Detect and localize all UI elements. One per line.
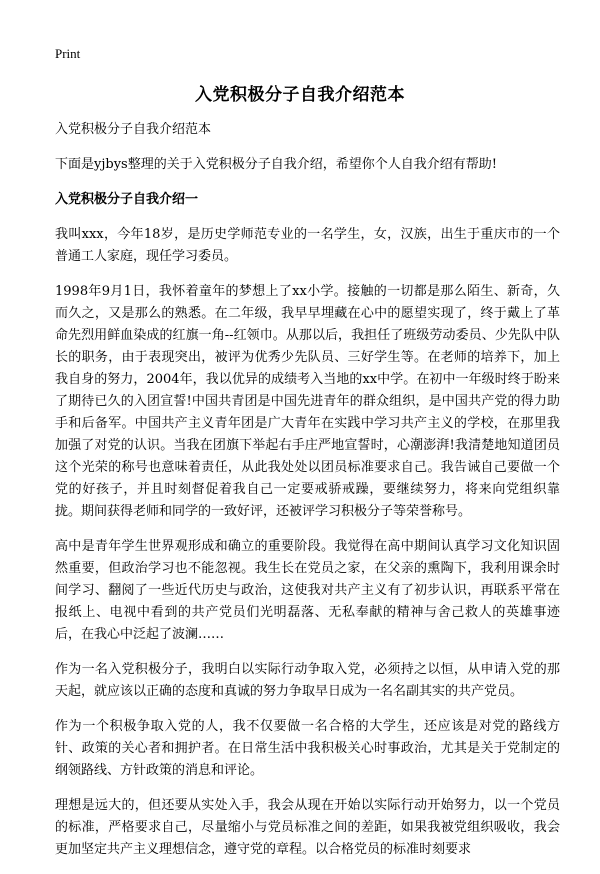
document-body <box>55 119 560 874</box>
body-paragraph: 作为一个积极争取入党的人，我不仅要做一名合格的大学生，还应该是对党的路线方针、政策的关心者和拥护者。在日常生活中我积极关心时事政治，尤其是关于党制定的纲领路线、方针政策的消息和评论。 <box>55 719 560 778</box>
page-title: 入党积极分子自我介绍范本 <box>195 85 405 105</box>
body-paragraph: 高中是青年学生世界观形成和确立的重要阶段。我觉得在高中期间认真学习文化知识固然重要，但政治学习也不能忽视。我生长在党员之家，在父亲的熏陶下，我利用课余时间学习、翻阅了一些近代历史与政治，这使我对共产主义有了初步认识，再联系平常在报纸上、电视中看到的共产党员们光明磊落、无私奉献的精神与舍己救人的英雄事迹后，在我心中泛起了波澜…… <box>55 539 560 642</box>
intro-paragraph: 下面是yjbys整理的关于入党积极分子自我介绍，希望你个人自我介绍有帮助! <box>55 157 497 172</box>
print-link[interactable]: Print <box>55 46 81 61</box>
document-subtitle: 入党积极分子自我介绍范本 <box>55 122 212 137</box>
body-paragraph: 我叫xxx，今年18岁，是历史学师范专业的一名学生，女，汉族，出生于重庆市的一个普通工人家庭，现任学习委员。 <box>55 227 560 264</box>
section-heading: 入党积极分子自我介绍一 <box>55 192 199 207</box>
body-paragraph: 1998年9月1日，我怀着童年的梦想上了xx小学。接触的一切都是那么陌生、新奇，久而久之，又是那么的熟悉。在二年级，我早早埋藏在心中的愿望实现了，终于戴上了革命先烈用鲜血染成的红旗一角--红领巾。从那以后，我担任了班级劳动委员、少先队中队长的职务，由于表现突出，被评为优秀少先队员、三好学生等。在老师的培养下，加上我自身的努力，2004年，我以优异的成绩考入当地的xx中学。在初中一年级时终于盼来了期待已久的入团宣誓!中国共青团是中国先进青年的群众组织，是中国共产党的得力助手和后备军。中国共产主义青年团是广大青年在实践中学习共产主义的学校，在那里我加强了对党的认识。当我在团旗下举起右手庄严地宣誓时，心潮澎湃!我清楚地知道团员这个光荣的称号也意味着责任，从此我处处以团员标准要求自己。我告诫自己要做一个党的好孩子，并且时刻督促着我自己一定要戒骄戒躁，要继续努力，将来向党组织靠拢。期间获得老师和同学的一致好评，还被评学习积极分子等荣誉称号。 <box>55 284 560 519</box>
body-paragraph: 理想是远大的，但还要从实处入手，我会从现在开始以实际行动开始努力，以一个党员的标准，严格要求自己，尽量缩小与党员标准之间的差距，如果我被党组织吸收，我会更加坚定共产主义理想信念，遵守党的章程。以合格党员的标准时刻要求 <box>55 798 560 857</box>
body-paragraph: 作为一名入党积极分子，我明白以实际行动争取入党，必须持之以恒，从申请入党的那天起，就应该以正确的态度和真诚的努力争取早日成为一名名副其实的共产党员。 <box>55 662 560 699</box>
